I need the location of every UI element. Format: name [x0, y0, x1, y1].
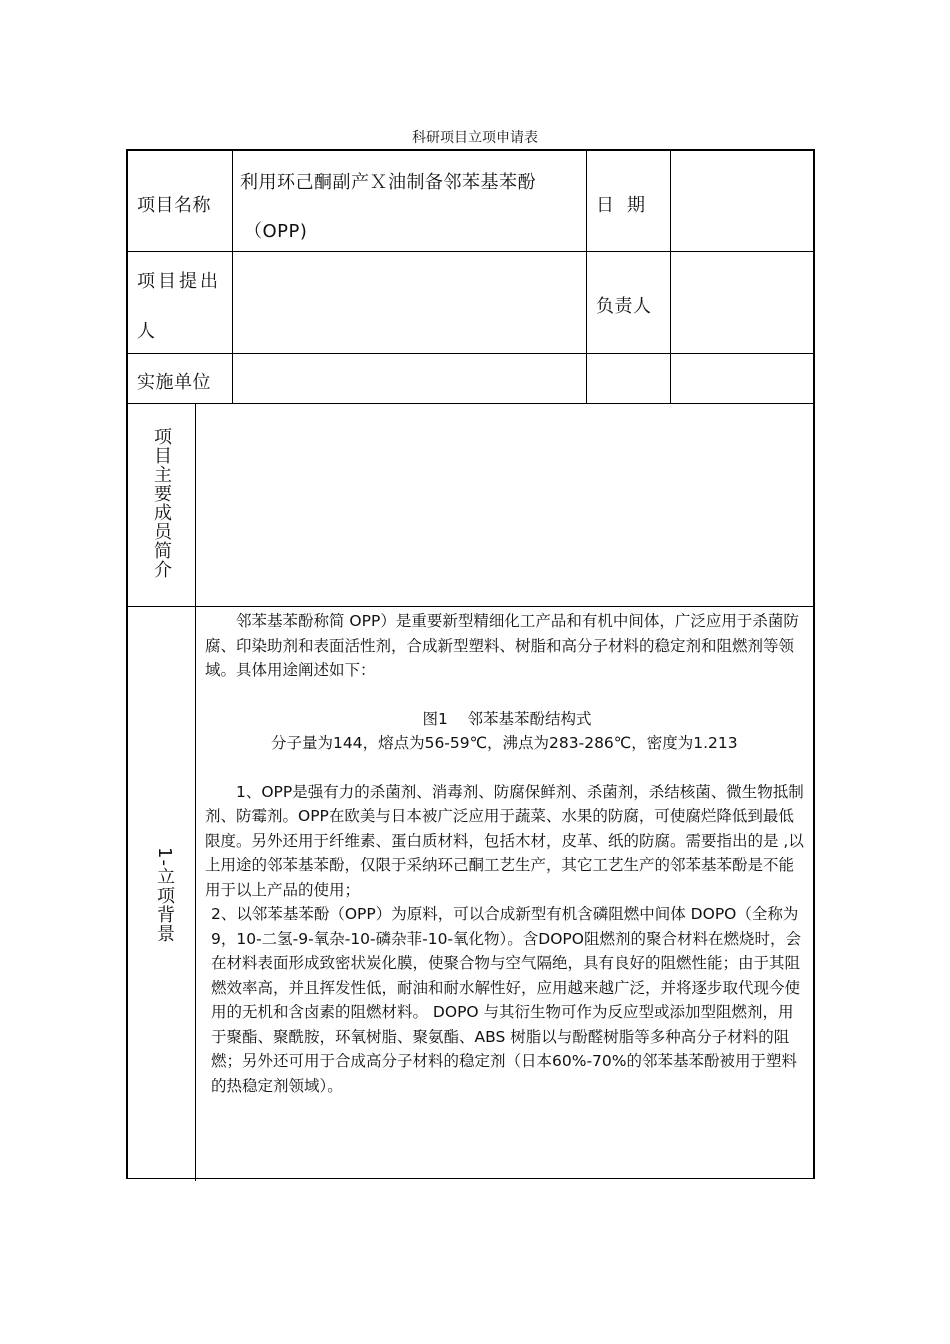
document-title: 科研项目立项申请表: [412, 130, 538, 146]
owner-label: 负责人: [596, 296, 652, 317]
application-form: [126, 149, 815, 1179]
unit-label: 实施单位: [137, 372, 211, 393]
unit-value[interactable]: [240, 368, 580, 392]
background-para3: 2、以邻苯基苯酚（OPP）为原料，可以合成新型有机含磷阻燃中间体 DOPO（全称为 9，10-二氢-9-氧杂-10-磷杂菲-10-氧化物）。含DOPO阻燃剂的聚合材料在燃烧时，会在材料表面形成致密状炭化膜，使聚合物与空气隔绝，具有良好的阻燃性能；由于其阻燃效率高，并且挥发性低，耐油和耐水解性好，应用越来越广泛，并将逐步取代现今使用的无机和含卤素的阻燃材料。 DOPO 与其衍生物可作为反应型或添加型阻燃剂，用于聚酯、聚酰胺，环氧树脂、聚氨酯、ABS 树脂以与酚醛树脂等多种高分子材料的阻燃；另外还可用于合成高分子材料的稳定剂（日本60%-70%的邻苯基苯酚被用于塑料的热稳定剂领域）。: [211, 905, 801, 1095]
row-divider: [128, 403, 815, 404]
proposer-label-line1: 项目提出: [137, 271, 221, 292]
project-name-label: 项目名称: [137, 195, 211, 216]
project-name-line2: （OPP): [244, 221, 308, 242]
date-label: 日 期: [596, 195, 646, 216]
proposer-label-line2: 人: [137, 321, 156, 342]
properties-text: 分子量为144，熔点为56-59℃，沸点为283-286℃，密度为1.213: [271, 734, 738, 752]
members-value[interactable]: [206, 413, 806, 593]
background-para1: 邻苯基苯酚称简 OPP）是重要新型精细化工产品和有机中间体，广泛应用于杀菌防腐、印染助剂和表面活性剂，合成新型塑料、树脂和高分子材料的稳定剂和阻燃剂等领域。具体用途阐述如下：: [205, 612, 799, 679]
col-divider: [670, 151, 671, 403]
row-divider: [128, 606, 815, 607]
date-value[interactable]: [680, 191, 810, 215]
background-content: [205, 609, 809, 1098]
owner-value[interactable]: [680, 292, 810, 316]
col-divider: [195, 403, 196, 1181]
background-para2: 1、OPP是强有力的杀菌剂、消毒剂、防腐保鲜剂、杀菌剂，杀结核菌、微生物抵制剂、防霉剂。OPP在欧美与日本被广泛应用于蔬菜、水果的防腐，可使腐烂降低到最低限度。另外还用于纤维素、蛋白质材料，包括木材，皮革、纸的防腐。需要指出的是 ,以上用途的邻苯基苯酚，仅限于采纳环己酮工艺生产，其它工艺生产的邻苯基苯酚是不能用于以上产品的使用；: [205, 782, 804, 899]
proposer-value[interactable]: [240, 291, 580, 315]
background-label: 1-立项背景: [154, 847, 175, 943]
project-name-line1: 利用环己酮副产Ｘ油制备邻苯基苯酚: [240, 172, 536, 193]
members-label: 项目主要成员简介: [151, 427, 172, 579]
col-divider: [232, 151, 233, 403]
figure-caption: 图1 邻苯基苯酚结构式: [422, 709, 592, 728]
col-divider: [586, 151, 587, 403]
